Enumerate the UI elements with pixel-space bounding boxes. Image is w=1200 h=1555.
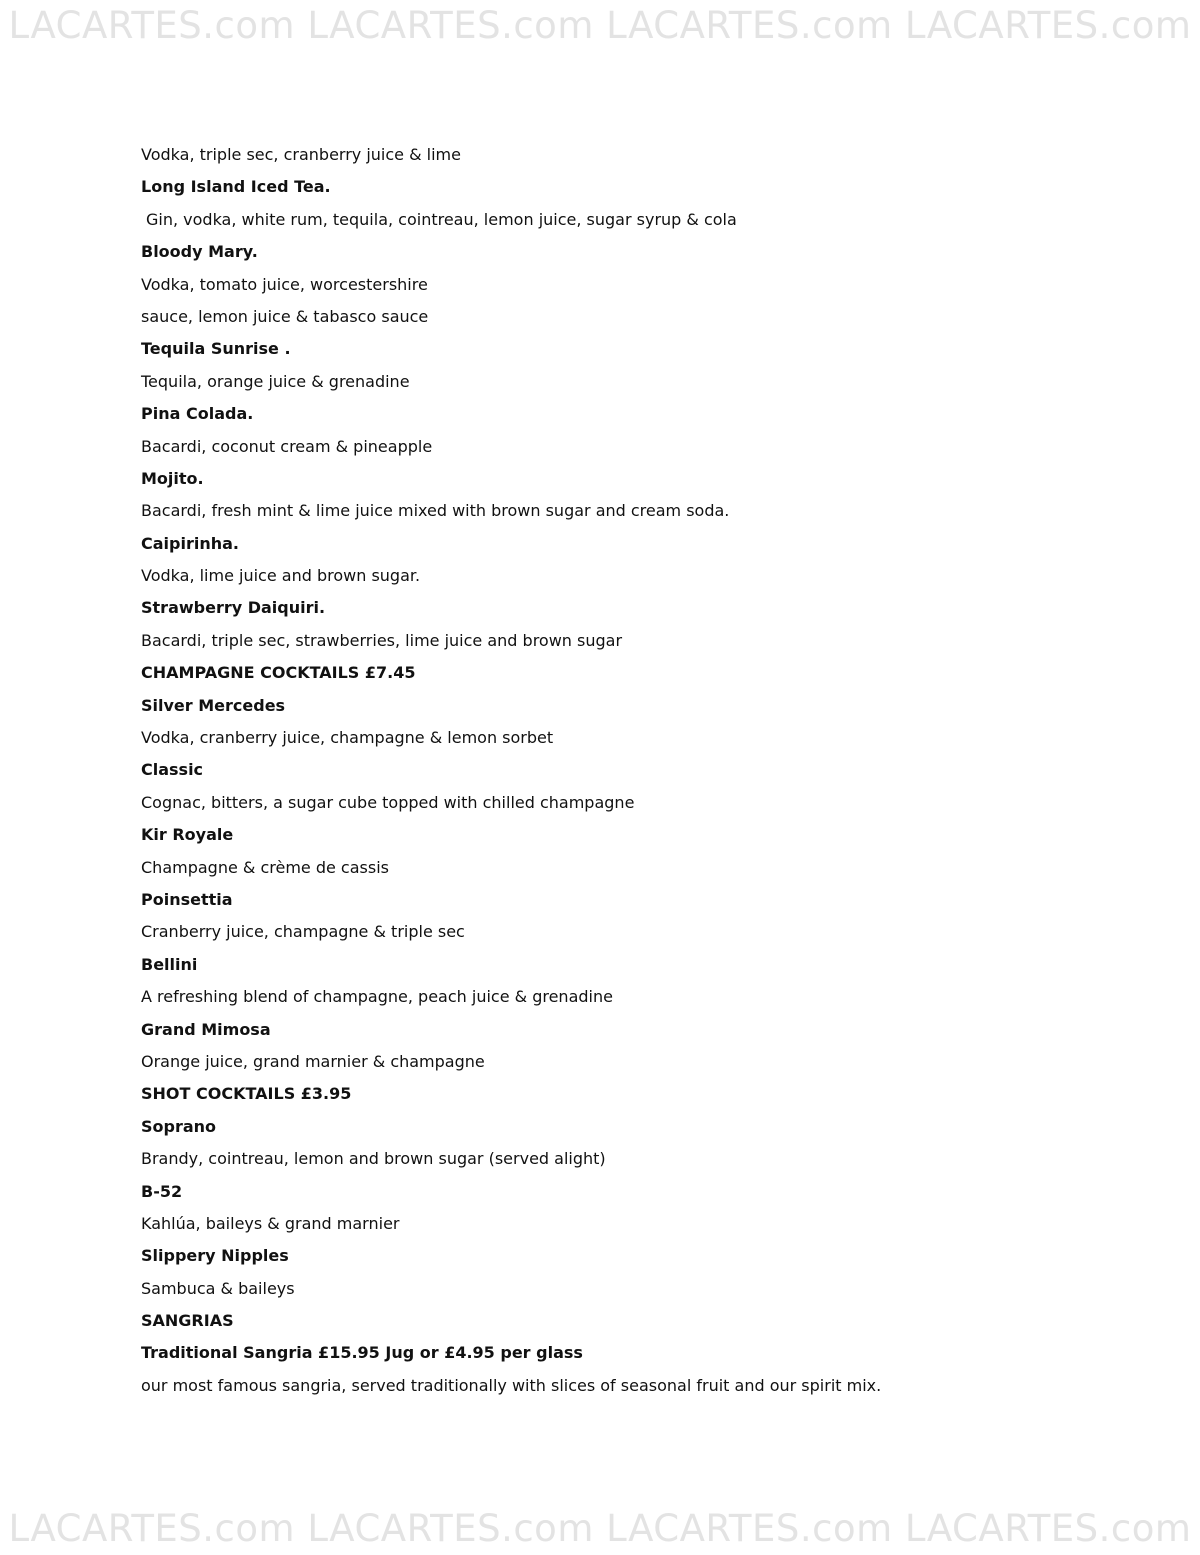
menu-item-description: Cognac, bitters, a sugar cube topped with chilled champagne [141,792,635,812]
menu-item-title: Pina Colada. [141,404,254,424]
menu-item-title: Caipirinha. [141,533,239,553]
menu-item-description: Tequila, orange juice & grenadine [141,371,410,391]
menu-item-title: Long Island Iced Tea. [141,177,331,197]
menu-document [141,139,1141,1402]
menu-item-description: A refreshing blend of champagne, peach juice & grenadine [141,987,613,1007]
menu-item-title: Bloody Mary. [141,242,258,262]
menu-item-description: Bacardi, coconut cream & pineapple [141,436,433,456]
menu-item-title: Kir Royale [141,825,234,845]
watermark-bottom: LACARTES.com LACARTES.com LACARTES.com LACARTES.com [8,1507,1192,1550]
menu-item-title: Grand Mimosa [141,1019,271,1039]
menu-item-title: Poinsettia [141,889,233,909]
menu-item-description: Vodka, lime juice and brown sugar. [141,566,421,586]
menu-item-description: sauce, lemon juice & tabasco sauce [141,306,429,326]
menu-item-title: Bellini [141,954,198,974]
menu-item-description: Vodka, triple sec, cranberry juice & lime [141,145,461,164]
menu-item-description: Gin, vodka, white rum, tequila, cointreau, lemon juice, sugar syrup & cola [146,209,737,229]
menu-item-title: Traditional Sangria £15.95 Jug or £4.95 per glass [141,1343,583,1363]
menu-item-title: Strawberry Daiquiri. [141,598,326,618]
menu-item-title: Mojito. [141,468,204,488]
section-heading: SANGRIAS [141,1311,234,1331]
menu-item-description: Vodka, tomato juice, worcestershire [141,274,428,294]
section-heading: SHOT COCKTAILS £3.95 [141,1084,352,1104]
section-heading: CHAMPAGNE COCKTAILS £7.45 [141,663,416,683]
menu-item-description: Bacardi, triple sec, strawberries, lime juice and brown sugar [141,630,623,650]
menu-item-title: Slippery Nipples [141,1246,289,1266]
menu-item-title: Tequila Sunrise . [141,339,291,359]
menu-item-title: Silver Mercedes [141,695,286,715]
menu-item-description: Kahlúa, baileys & grand marnier [141,1213,400,1233]
menu-item-description: Sambuca & baileys [141,1278,295,1298]
menu-item-description: Vodka, cranberry juice, champagne & lemon sorbet [141,728,554,748]
menu-item-description: Champagne & crème de cassis [141,857,389,877]
menu-item-description: Cranberry juice, champagne & triple sec [141,922,465,942]
menu-item-title: Classic [141,760,204,780]
menu-item-title: B-52 [141,1181,183,1201]
menu-item-description: Orange juice, grand marnier & champagne [141,1051,485,1071]
menu-item-title: Soprano [141,1116,217,1136]
watermark-top: LACARTES.com LACARTES.com LACARTES.com LACARTES.com [8,4,1192,47]
menu-item-description: Brandy, cointreau, lemon and brown sugar (served alight) [141,1149,606,1169]
menu-item-description: Bacardi, fresh mint & lime juice mixed with brown sugar and cream soda. [141,501,730,521]
menu-item-description: our most famous sangria, served traditionally with slices of seasonal fruit and our spirit mix. [141,1375,882,1395]
